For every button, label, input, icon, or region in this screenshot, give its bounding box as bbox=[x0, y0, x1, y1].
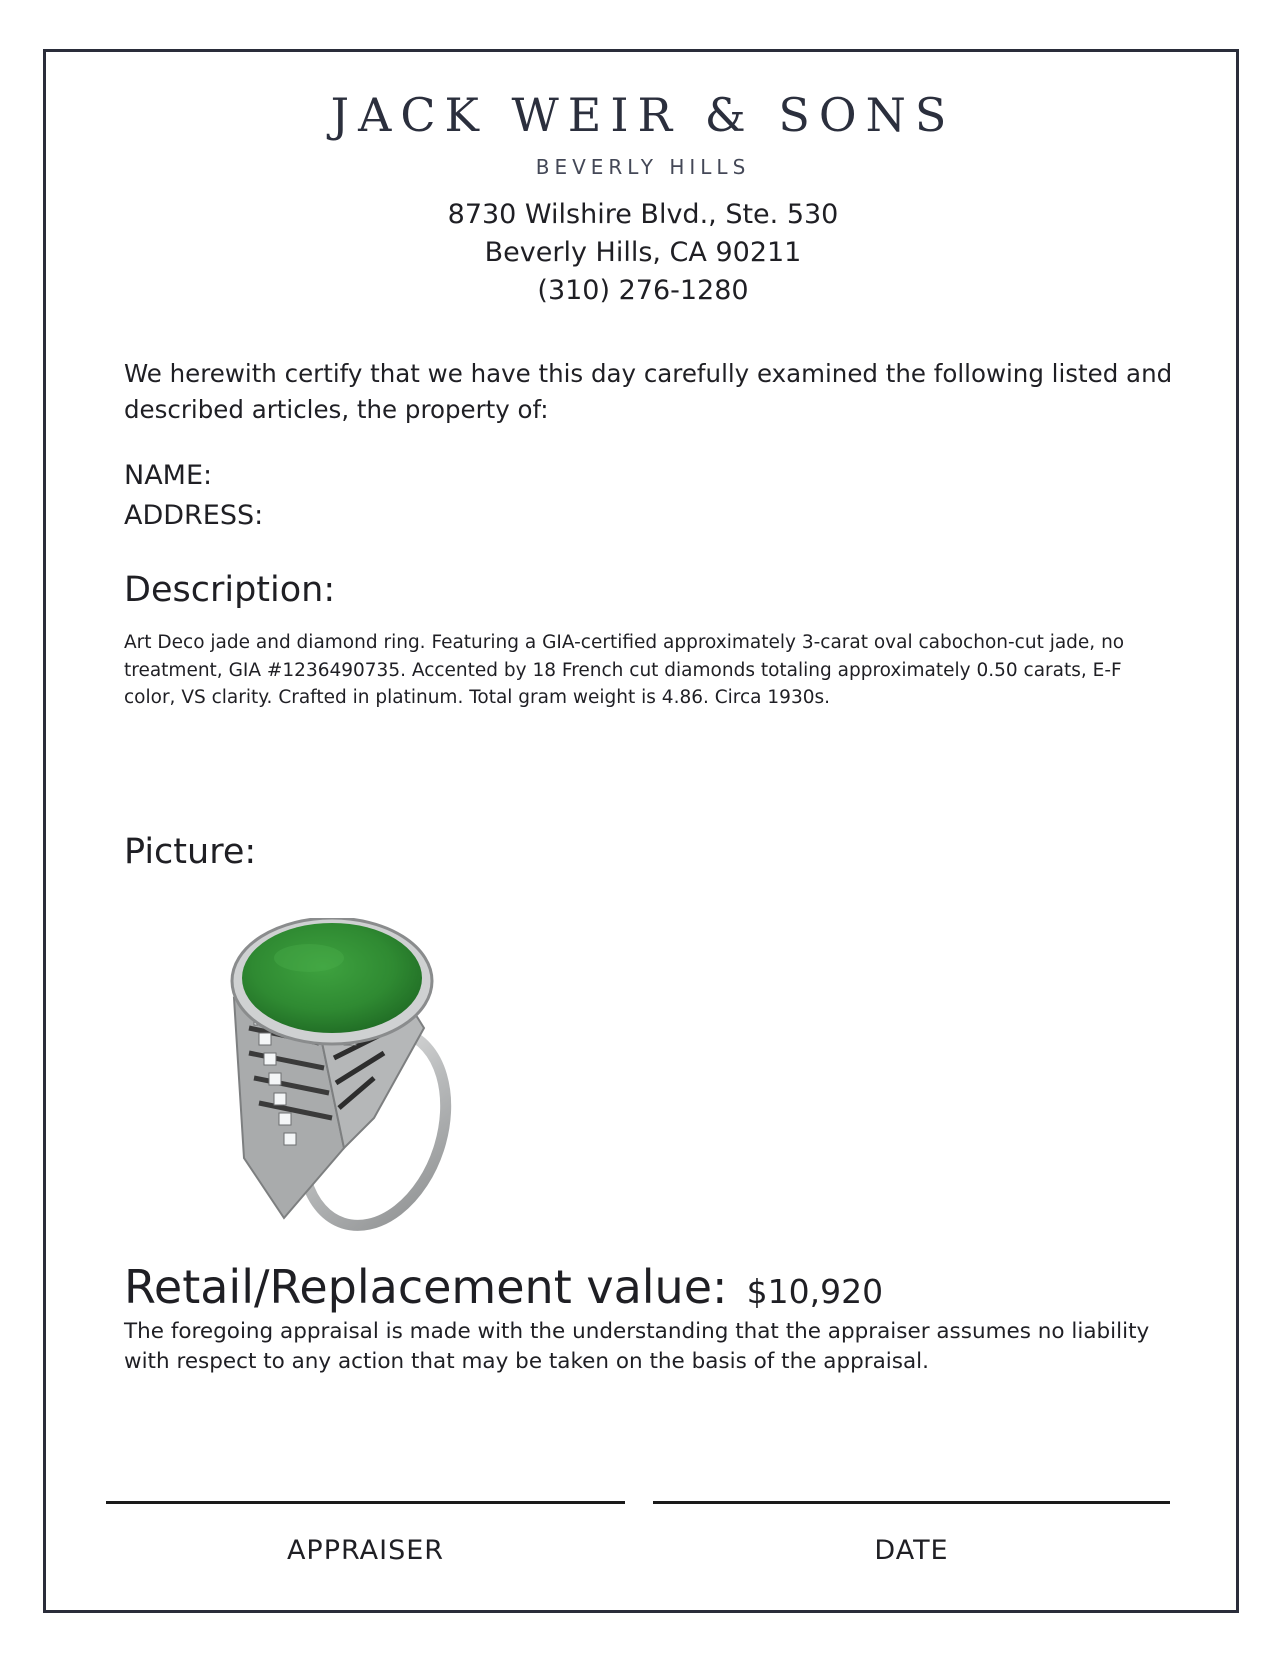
owner-address-label: ADDRESS: bbox=[124, 500, 264, 531]
date-signature-line bbox=[653, 1501, 1170, 1504]
address-line-2: Beverly Hills, CA 90211 bbox=[484, 237, 802, 268]
phone-number: (310) 276-1280 bbox=[537, 275, 749, 306]
brand-name: JACK WEIR & SONS bbox=[330, 88, 956, 142]
valuation-label: Retail/Replacement value: bbox=[124, 1260, 728, 1314]
owner-name-label: NAME: bbox=[124, 460, 213, 491]
valuation-row bbox=[124, 1260, 883, 1314]
picture-heading: Picture: bbox=[124, 832, 257, 872]
jade-cabochon bbox=[242, 923, 422, 1033]
appraiser-label: APPRAISER bbox=[286, 1535, 445, 1566]
address-line-1: 8730 Wilshire Blvd., Ste. 530 bbox=[447, 199, 839, 230]
valuation-amount: $10,920 bbox=[746, 1272, 884, 1311]
certification-statement: We herewith certify that we have this day carefully examined the following listed and described articles, the property of: bbox=[124, 359, 1173, 424]
ring-image bbox=[224, 918, 474, 1243]
description-heading: Description: bbox=[124, 570, 336, 610]
appraisal-disclaimer: The foregoing appraisal is made with the understanding that the appraiser assumes no liability with respect to any action that may be taken on the basis of the appraisal. bbox=[124, 1319, 1150, 1374]
appraiser-signature-line bbox=[106, 1501, 625, 1504]
description-text: Art Deco jade and diamond ring. Featuring a GIA-certified approximately 3-carat oval cabochon-cut jade, no treatment, GIA #1236490735. Accented by 18 French cut diamonds totaling approximately 0.50 carats, E-F color, VS clarity. Crafted in platinum. Total gram weight is 4.86. Circa 1930s. bbox=[124, 632, 1125, 708]
store-address bbox=[0, 196, 1286, 310]
date-label: DATE bbox=[874, 1535, 949, 1566]
brand-location: BEVERLY HILLS bbox=[535, 155, 751, 179]
